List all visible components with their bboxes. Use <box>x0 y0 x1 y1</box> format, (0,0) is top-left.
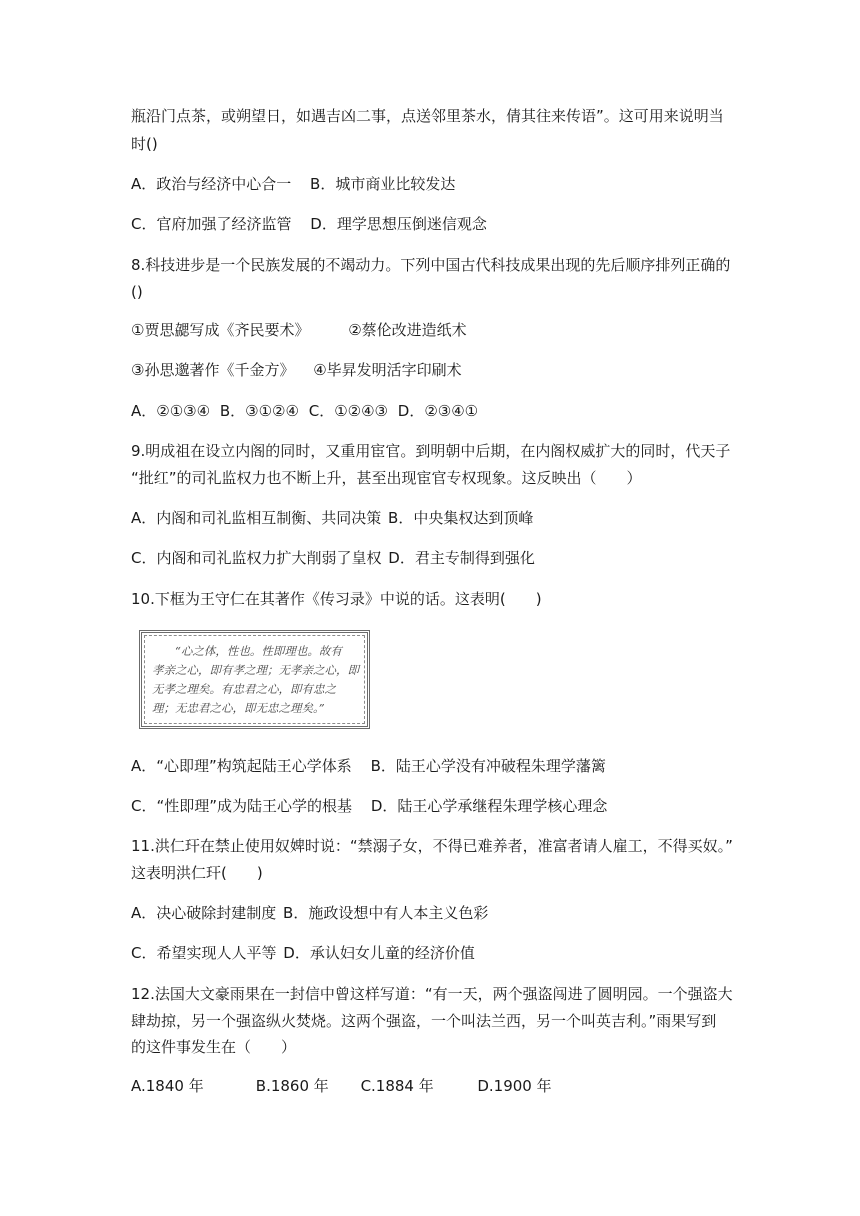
q10-option-c: C．“性即理”成为陆王心学的根基 <box>131 797 353 815</box>
q11-option-c: C．希望实现人人平等 <box>131 944 277 962</box>
q9-option-c: C．内阁和司礼监权力扩大削弱了皇权 <box>131 549 382 567</box>
q8-item-4: ④毕昇发明活字印刷术 <box>313 361 462 379</box>
q8-item-3: ③孙思邈著作《千金方》 <box>131 361 295 379</box>
q9-stem-line-1: 9.明成祖在设立内阁的同时，又重用宦官。到明朝中后期，在内阁权威扩大的同时，代天子 <box>131 442 731 460</box>
q8-options-row <box>131 401 478 421</box>
q9-options-row-1 <box>131 508 533 528</box>
q8-option-b: B．③①②④ <box>219 402 299 420</box>
q9-option-a: A．内阁和司礼监相互制衡、共同决策 <box>131 509 382 527</box>
q7-stem-line-2: 时() <box>131 135 158 153</box>
q8-option-d: D．②③④① <box>397 402 479 420</box>
q10-options-row-2 <box>131 796 607 816</box>
q9-option-d: D．君主专制得到强化 <box>388 549 535 567</box>
q12-options-row <box>131 1076 552 1096</box>
quote-line-2: 孝亲之心，即有孝之理；无孝亲之心，即 <box>152 663 359 677</box>
q11-option-a: A．决心破除封建制度 <box>131 904 277 922</box>
q9-stem-line-2: “批红”的司礼监权力也不断上升，甚至出现宦官专权现象。这反映出（ ） <box>131 469 642 487</box>
q8-item-1: ①贾思勰写成《齐民要术》 <box>131 321 310 339</box>
q11-option-b: B．施政设想中有人本主义色彩 <box>283 904 489 922</box>
q8-option-c: C．①②④③ <box>308 402 388 420</box>
q12-stem-line-3: 的这件事发生在（ ） <box>131 1038 297 1056</box>
q12-stem-line-2: 肆劫掠，另一个强盗纵火焚烧。这两个强盗，一个叫法兰西，另一个叫英吉利。”雨果写到 <box>131 1012 717 1030</box>
q7-stem-line-1: 瓶沿门点茶，或朔望日，如遇吉凶二事，点送邻里茶水，倩其往来传语”。这可用来说明当 <box>131 107 724 125</box>
q11-options-row-2 <box>131 943 475 963</box>
q7-option-c: C．官府加强了经济监管 <box>131 215 292 233</box>
q9-options-row-2 <box>131 548 535 568</box>
q7-option-b: B．城市商业比较发达 <box>310 175 456 193</box>
q7-option-d: D．理学思想压倒迷信观念 <box>310 215 487 233</box>
q7-option-a: A．政治与经济中心合一 <box>131 175 292 193</box>
q10-option-a: A．“心即理”构筑起陆王心学体系 <box>131 757 352 775</box>
quote-line-3: 无孝之理矣。有忠君之心，即有忠之 <box>152 682 336 696</box>
quote-line-4: 理；无忠君之心，即无忠之理矣。” <box>152 701 325 715</box>
q11-stem-line-2: 这表明洪仁玕( ) <box>131 864 263 882</box>
q8-stem-line-2: () <box>131 283 143 301</box>
q12-option-d: D.1900 年 <box>477 1077 552 1095</box>
quote-line-1: “心之体，性也。性即理也。故有 <box>152 644 342 658</box>
q12-stem-line-1: 12.法国大文豪雨果在一封信中曾这样写道：“有一天，两个强盗闯进了圆明园。一个强盗大 <box>131 985 733 1003</box>
q12-option-b: B.1860 年 <box>255 1077 329 1095</box>
q8-items-row-1 <box>131 320 467 340</box>
q10-stem: 10.下框为王守仁在其著作《传习录》中说的话。这表明( ) <box>131 590 542 608</box>
quote-box <box>139 630 370 729</box>
q10-option-b: B．陆王心学没有冲破程朱理学藩篱 <box>370 757 606 775</box>
q9-option-b: B．中央集权达到顶峰 <box>388 509 534 527</box>
q7-options-row-2 <box>131 214 487 234</box>
q8-stem-line-1: 8.科技进步是一个民族发展的不竭动力。下列中国古代科技成果出现的先后顺序排列正确的 <box>131 256 731 274</box>
q12-option-c: C.1884 年 <box>360 1077 434 1095</box>
q12-option-a: A.1840 年 <box>131 1077 204 1095</box>
q8-option-a: A．②①③④ <box>131 402 211 420</box>
q7-options-row-1 <box>131 174 455 194</box>
q10-option-d: D．陆王心学承继程朱理学核心理念 <box>370 797 608 815</box>
q11-option-d: D．承认妇女儿童的经济价值 <box>283 944 475 962</box>
q11-stem-line-1: 11.洪仁玕在禁止使用奴婢时说：“禁溺子女，不得已难养者，准富者请人雇工，不得买奴。” <box>131 837 733 855</box>
q8-item-2: ②蔡伦改进造纸术 <box>348 321 467 339</box>
q10-options-row-1 <box>131 756 606 776</box>
q8-items-row-2 <box>131 360 462 380</box>
q11-options-row-1 <box>131 903 488 923</box>
